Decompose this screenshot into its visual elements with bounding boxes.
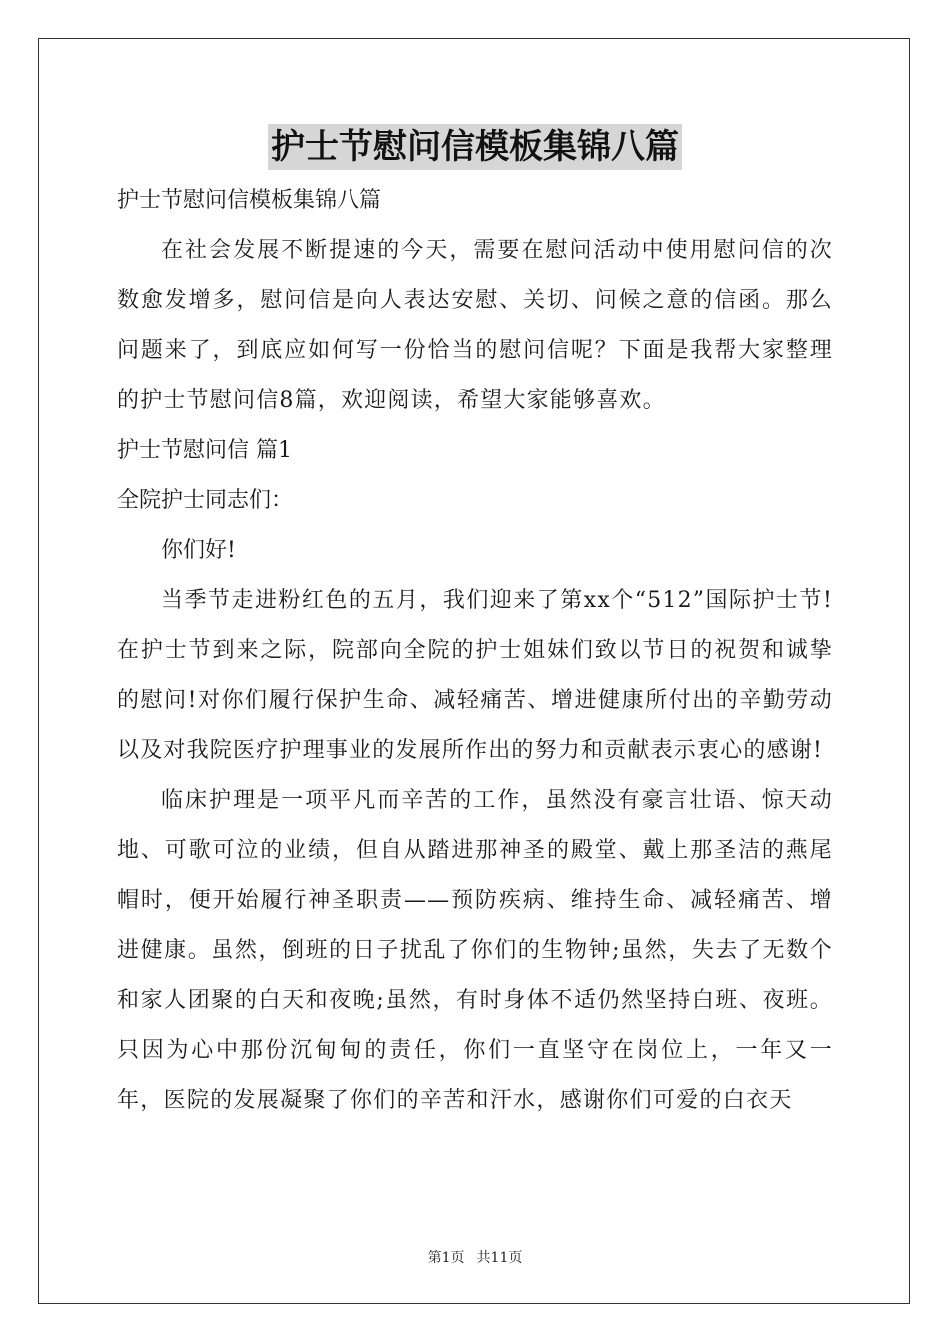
- salutation: 全院护士同志们：: [117, 488, 294, 513]
- document-subtitle: 护士节慰问信模板集锦八篇: [117, 188, 382, 213]
- intro-paragraph: 在社会发展不断提速的今天，需要在慰问活动中使用慰问信的次数愈发增多，慰问信是向人表达安慰、关切、问候之意的信函。那么问题来了，到底应如何写一份恰当的慰问信呢？下面是我帮大家整理的护士节慰问信8篇，欢迎阅读，希望大家能够喜欢。: [117, 238, 833, 413]
- page-total: 共11页: [476, 1250, 523, 1266]
- page-number: 第1页: [427, 1250, 465, 1266]
- document-body: [117, 176, 833, 1126]
- page-footer: [0, 1247, 950, 1267]
- body-paragraph-1: 当季节走进粉红色的五月，我们迎来了第xx个“512”国际护士节!在护士节到来之际，院部向全院的护士姐妹们致以节日的祝贺和诚挚的慰问!对你们履行保护生命、减轻痛苦、增进健康所付出的辛勤劳动以及对我院医疗护理事业的发展所作出的努力和贡献表示衷心的感谢!: [117, 588, 833, 763]
- body-paragraph-2: 临床护理是一项平凡而辛苦的工作，虽然没有豪言壮语、惊天动地、可歌可泣的业绩，但自从踏进那神圣的殿堂、戴上那圣洁的燕尾帽时，便开始履行神圣职责——预防疾病、维持生命、减轻痛苦、增进健康。虽然，倒班的日子扰乱了你们的生物钟;虽然，失去了无数个和家人团聚的白天和夜晚;虽然，有时身体不适仍然坚持白班、夜班。只因为心中那份沉甸甸的责任，你们一直坚守在岗位上，一年又一年，医院的发展凝聚了你们的辛苦和汗水，感谢你们可爱的白衣天: [117, 788, 833, 1113]
- document-title: 护士节慰问信模板集锦八篇: [268, 124, 682, 170]
- greeting: 你们好!: [161, 538, 236, 563]
- section-heading: 护士节慰问信 篇1: [117, 438, 292, 463]
- title-container: [0, 124, 950, 170]
